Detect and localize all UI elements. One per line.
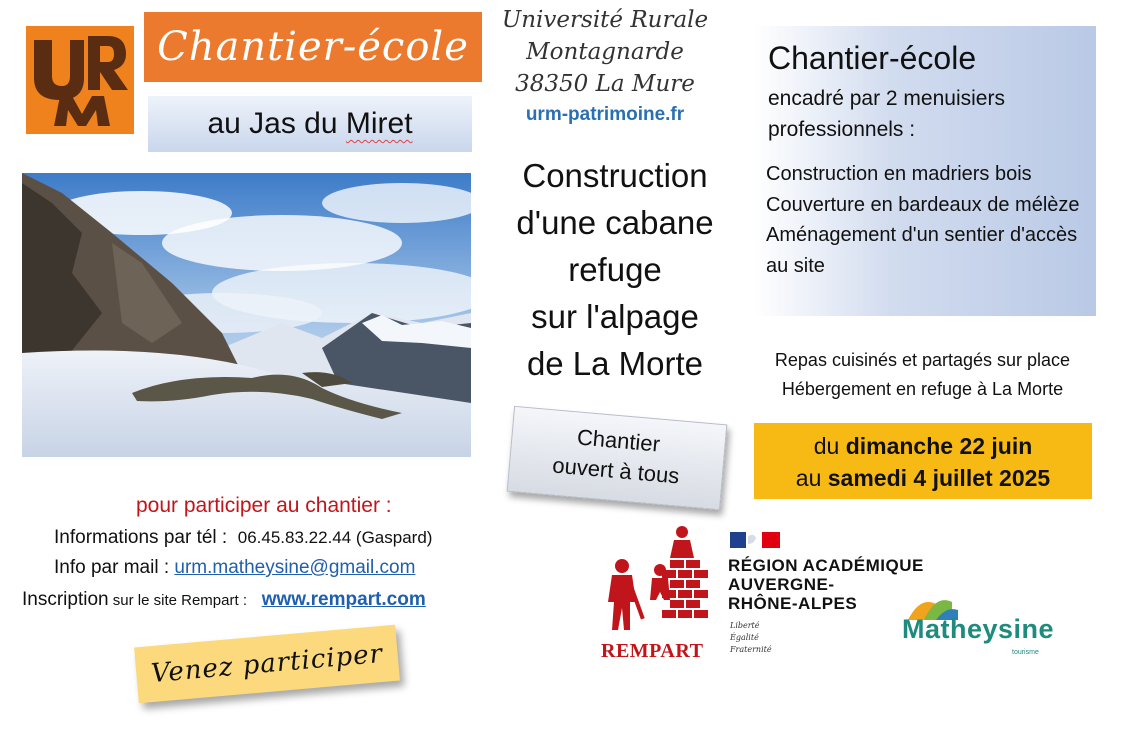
date-to-prefix: au: [795, 465, 828, 491]
mountain-landscape-illustration: [22, 173, 471, 457]
matheysine-subtitle: tourisme: [1012, 649, 1039, 656]
org-line-3: 38350 La Mure: [515, 71, 695, 97]
mail-label: Info par mail :: [54, 557, 175, 578]
org-website[interactable]: urm-patrimoine.fr: [525, 104, 685, 125]
info-panel: [754, 26, 1096, 316]
signup-info: [22, 589, 426, 611]
organization-address: [490, 4, 720, 126]
cta-venez-participer: Venez participer: [134, 625, 400, 704]
org-line-2: Montagnarde: [526, 39, 684, 65]
region-academique-logo: [728, 556, 924, 613]
motto-line: Égalité: [730, 633, 759, 642]
info-panel-subheading: encadré par 2 menuisiers professionnels :: [768, 87, 1005, 141]
list-item: Construction en madriers bois: [766, 163, 1032, 185]
urm-logo: [26, 26, 134, 134]
date-from-prefix: du: [813, 433, 846, 459]
mountain-photo: [22, 173, 471, 457]
date-to: [754, 462, 1092, 494]
republic-motto: [730, 620, 772, 656]
project-line-5: de La Morte: [526, 345, 704, 382]
mail-info: [54, 557, 415, 579]
rempart-builders-icon: [600, 520, 715, 640]
open-to-all-card: [507, 406, 728, 510]
rempart-website-link[interactable]: www.rempart.com: [261, 589, 426, 610]
region-line-2: AUVERGNE-: [728, 575, 835, 594]
subtitle-box: [148, 96, 472, 152]
project-description: [490, 152, 740, 387]
project-line-2: d'une cabane: [516, 204, 714, 241]
info-panel-list: [766, 159, 1091, 281]
logistics-info: [740, 346, 1105, 404]
motto-line: Fraternité: [730, 645, 772, 654]
date-to-value: samedi 4 juillet 2025: [827, 465, 1051, 491]
french-flag-icon: [730, 532, 780, 548]
open-card-line-1: Chantier: [576, 424, 662, 457]
rempart-logo: [600, 520, 715, 660]
signup-mid-text: sur le site Rempart :: [108, 592, 252, 609]
date-from-value: dimanche 22 juin: [845, 433, 1033, 459]
email-link[interactable]: urm.matheysine@gmail.com: [174, 557, 416, 578]
region-line-3: RHÔNE-ALPES: [728, 594, 858, 613]
rempart-wordmark: REMPART: [601, 640, 704, 662]
lodging-text: Hébergement en refuge à La Morte: [781, 379, 1064, 399]
org-line-1: Université Rurale: [501, 7, 709, 33]
phone-label: Informations par tél :: [54, 527, 228, 548]
region-line-1: RÉGION ACADÉMIQUE: [728, 556, 924, 575]
project-line-1: Construction: [522, 157, 708, 194]
info-panel-heading: Chantier-école: [768, 40, 977, 76]
list-item: Couverture en bardeaux de mélèze: [766, 193, 1080, 216]
title-banner: Chantier-école: [144, 12, 482, 82]
list-item: Aménagement d'un sentier d'accès au site: [766, 224, 1078, 277]
project-line-3: refuge: [568, 251, 662, 288]
phone-info: [54, 527, 432, 549]
project-line-4: sur l'alpage: [531, 298, 699, 335]
phone-number[interactable]: 06.45.83.22.44 (Gaspard): [237, 528, 433, 547]
date-from: [754, 430, 1092, 462]
matheysine-wordmark: Matheysine: [902, 614, 1055, 644]
motto-line: Liberté: [730, 621, 760, 630]
signup-label: Inscription: [22, 589, 109, 610]
subtitle-place: Miret: [345, 107, 413, 140]
open-card-line-2: ouvert à tous: [551, 452, 681, 489]
dates-box: [754, 423, 1092, 499]
subtitle-prefix: au Jas du: [207, 107, 346, 140]
meals-text: Repas cuisinés et partagés sur place: [774, 350, 1071, 370]
urm-logo-graphic: [26, 26, 134, 134]
participation-heading: pour participer au chantier :: [136, 494, 392, 517]
